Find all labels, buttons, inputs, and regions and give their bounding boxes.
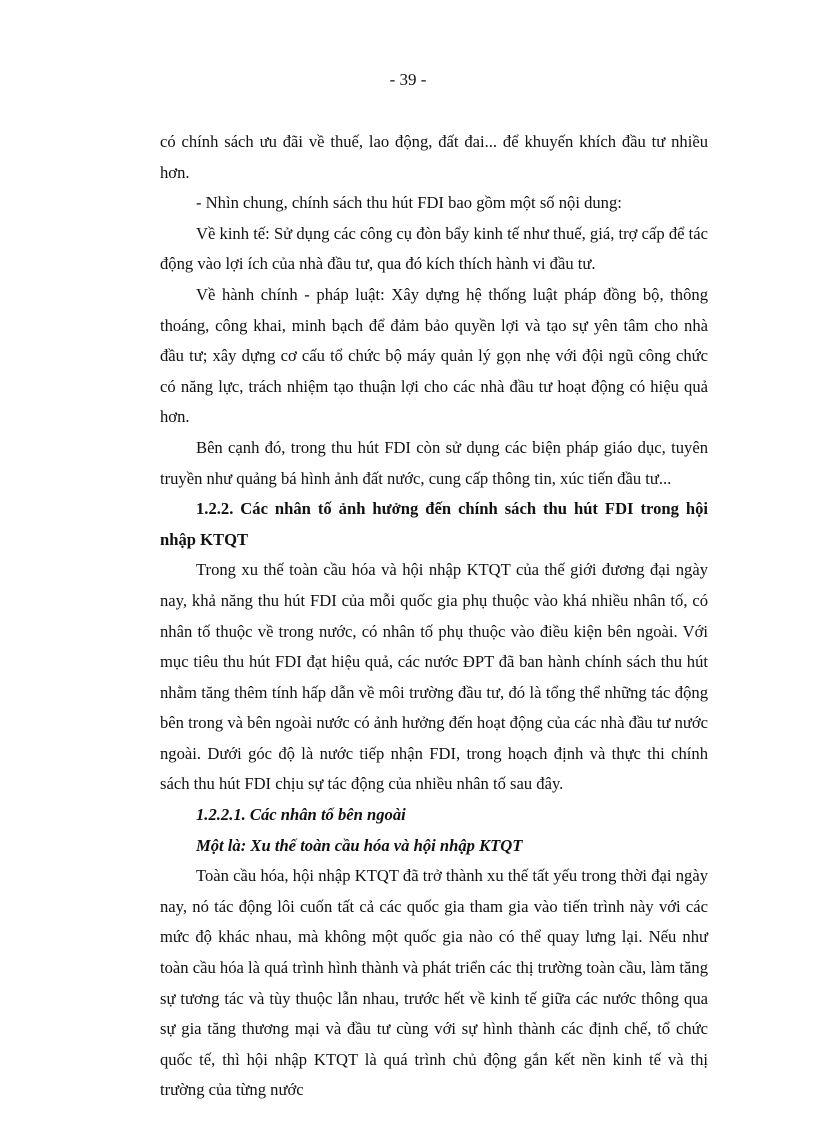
subsection-heading-1-2-2-1: 1.2.2.1. Các nhân tố bên ngoài <box>196 805 406 825</box>
paragraph-economic: Về kinh tế: Sử dụng các công cụ đòn bẩy kinh tế như thuế, giá, trợ cấp để tác động vào lợi ích của nhà đầu tư, qua đó kích thích hành vi đầu tư. <box>160 223 708 274</box>
page-number: - 39 - <box>389 70 427 89</box>
section-heading-1-2-2: 1.2.2. Các nhân tố ảnh hưởng đến chính sách thu hút FDI trong hội nhập KTQT <box>160 499 708 549</box>
document-body <box>160 127 708 1106</box>
item-heading-mot-la: Một là: Xu thế toàn cầu hóa và hội nhập KTQT <box>196 835 523 855</box>
paragraph-education-promotion: Bên cạnh đó, trong thu hút FDI còn sử dụng các biện pháp giáo dục, tuyên truyền như quảng bá hình ảnh đất nước, cung cấp thông tin, xúc tiến đầu tư... <box>160 437 708 488</box>
paragraph-administrative-legal: Về hành chính - pháp luật: Xây dựng hệ thống luật pháp đồng bộ, thông thoáng, công khai, minh bạch để đảm bảo quyền lợi và tạo sự yên tâm cho nhà đầu tư; xây dựng cơ cấu tổ chức bộ máy quản lý gọn nhẹ với đội ngũ công chức có năng lực, trách nhiệm tạo thuận lợi cho các nhà đầu tư hoạt động có hiệu quả hơn. <box>160 284 708 427</box>
paragraph-factors-intro: Trong xu thế toàn cầu hóa và hội nhập KTQT của thế giới đương đại ngày nay, khả năng thu hút FDI của mỗi quốc gia phụ thuộc vào khá nhiều nhân tố, có nhân tố thuộc về trong nước, có nhân tố phụ thuộc vào điều kiện bên ngoài. Với mục tiêu thu hút FDI đạt hiệu quả, các nước ĐPT đã ban hành chính sách thu hút nhằm tăng thêm tính hấp dẫn về môi trường đầu tư, đó là tổng thể những tác động bên trong và bên ngoài nước có ảnh hưởng đến hoạt động của các nhà đầu tư nước ngoài. Dưới góc độ là nước tiếp nhận FDI, trong hoạch định và thực thi chính sách thu hút FDI chịu sự tác động của nhiều nhân tố sau đây. <box>160 560 708 794</box>
paragraph-continuation: có chính sách ưu đãi về thuế, lao động, đất đai... để khuyến khích đầu tư nhiều hơn. <box>160 132 708 182</box>
paragraph-summary-intro: - Nhìn chung, chính sách thu hút FDI bao gồm một số nội dung: <box>196 193 622 213</box>
paragraph-globalization: Toàn cầu hóa, hội nhập KTQT đã trở thành xu thế tất yếu trong thời đại ngày nay, nó tác động lôi cuốn tất cả các quốc gia tham gia vào tiến trình này với các mức độ khác nhau, mà không một quốc gia nào có thể quay lưng lại. Nếu như toàn cầu hóa là quá trình hình thành và phát triển các thị trường toàn cầu, làm tăng sự tương tác và tùy thuộc lẫn nhau, trước hết về kinh tế giữa các nước thông qua sự gia tăng thương mại và đầu tư cùng với sự hình thành các định chế, tổ chức quốc tế, thì hội nhập KTQT là quá trình chủ động gắn kết nền kinh tế và thị trường của từng nước <box>160 866 708 1100</box>
